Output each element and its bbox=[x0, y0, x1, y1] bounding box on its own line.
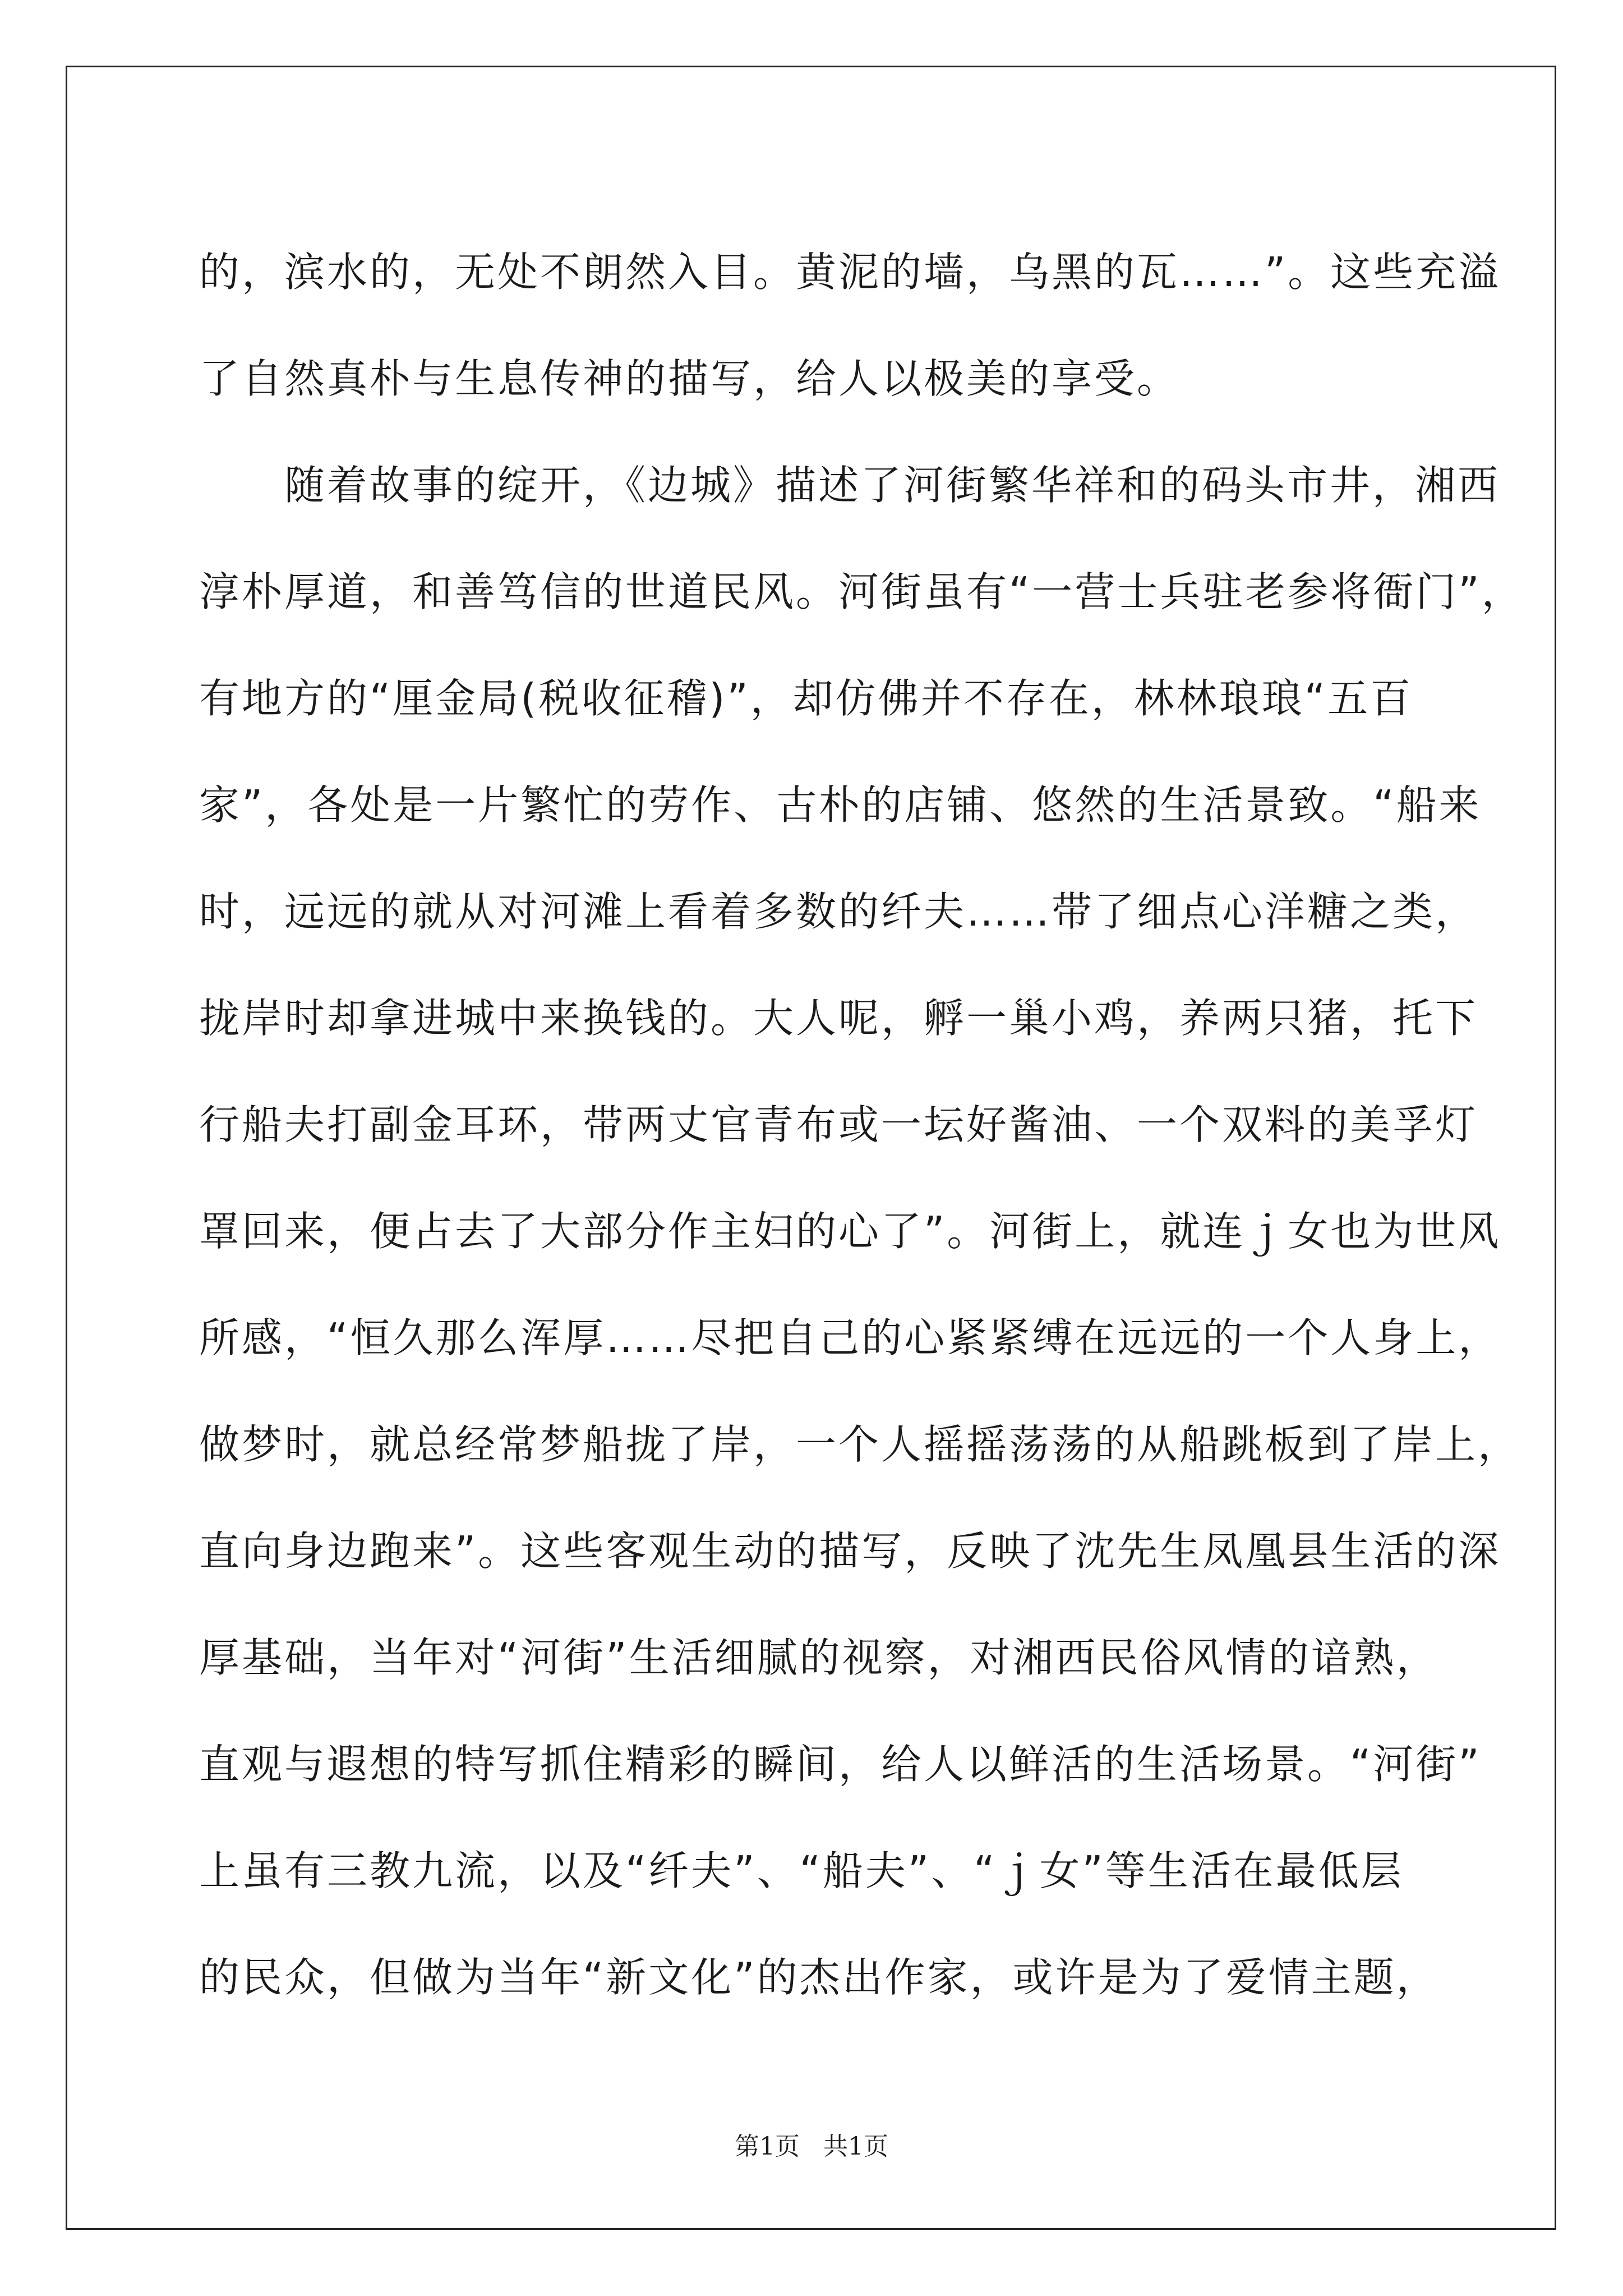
text-line: 的民众，但做为当年“新文化”的杰出作家，或许是为了爱情主题， bbox=[199, 1954, 1439, 2001]
page-number-total: 共1页 bbox=[823, 2132, 888, 2161]
text-line: 的，滨水的，无处不朗然入目。黄泥的墙，乌黑的瓦……”。这些充溢 bbox=[199, 249, 1501, 296]
text-line: 时，远远的就从对河滩上看着多数的纤夫……带了细点心洋糖之类， bbox=[199, 888, 1478, 935]
body-text bbox=[199, 219, 1524, 2031]
text-line: 做梦时，就总经常梦船拢了岸，一个人摇摇荡荡的从船跳板到了岸上， bbox=[199, 1421, 1521, 1468]
text-line: 上虽有三教九流，以及“纤夫”、“船夫”、“ｊ女”等生活在最低层 bbox=[199, 1847, 1404, 1894]
text-line: 罩回来，便占去了大部分作主妇的心了”。河街上，就连ｊ女也为世风 bbox=[199, 1208, 1501, 1255]
text-line: 直观与遐想的特写抓住精彩的瞬间，给人以鲜活的生活场景。“河街” bbox=[199, 1741, 1482, 1788]
text-line: 家”，各处是一片繁忙的劳作、古朴的店铺、悠然的生活景致。“船来 bbox=[199, 781, 1482, 829]
text-line: 行船夫打副金耳环，带两丈官青布或一坛好酱油、一个双料的美孚灯 bbox=[199, 1101, 1478, 1148]
text-line: 直向身边跑来”。这些客观生动的描写，反映了沈先生凤凰县生活的深 bbox=[199, 1527, 1501, 1575]
text-line: 随着故事的绽开，《边城》描述了河街繁华祥和的码头市井，湘西 bbox=[199, 462, 1501, 509]
page-number-current: 第1页 bbox=[735, 2132, 800, 2161]
text-line: 淳朴厚道，和善笃信的世道民风。河街虽有“一营士兵驻老参将衙门”， bbox=[199, 568, 1524, 615]
text-line: 有地方的“厘金局(税收征稽)”，却仿佛并不存在，林林琅琅“五百 bbox=[199, 675, 1413, 722]
text-line: 拢岸时却拿进城中来换钱的。大人呢，孵一巢小鸡，养两只猪，托下 bbox=[199, 995, 1478, 1042]
text-line: 厚基础，当年对“河街”生活细腻的视察，对湘西民俗风情的谙熟， bbox=[199, 1634, 1439, 1681]
text-line: 所感，“恒久那么浑厚……尽把自己的心紧紧缚在远远的一个人身上， bbox=[199, 1314, 1501, 1361]
page-footer bbox=[0, 2126, 1623, 2162]
text-line: 了自然真朴与生息传神的描写，给人以极美的享受。 bbox=[199, 355, 1180, 402]
